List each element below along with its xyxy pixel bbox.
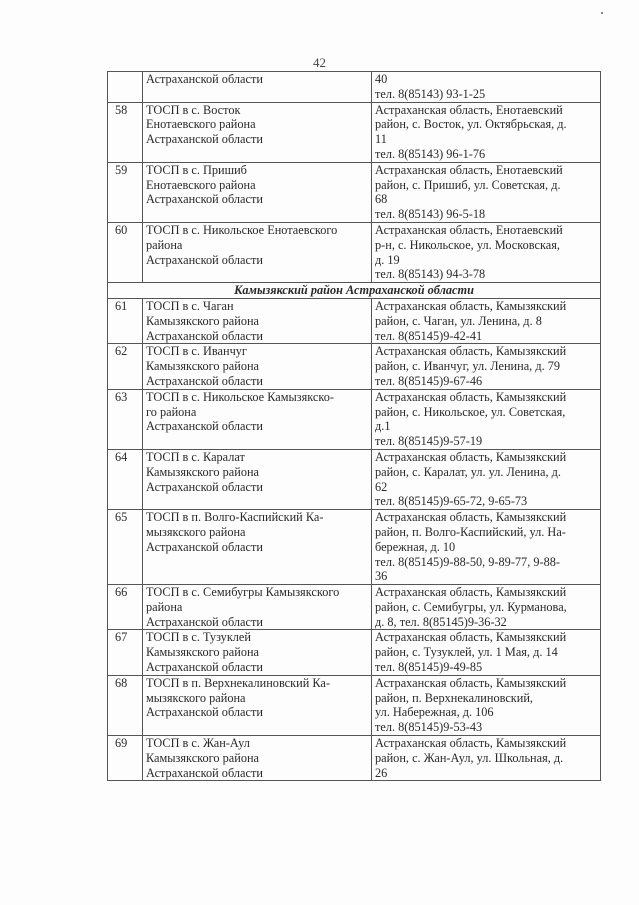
office-address-line: 40: [375, 72, 388, 86]
office-name: [143, 449, 372, 509]
office-address-line: д.1: [375, 419, 391, 434]
office-address: [372, 102, 601, 162]
table-row: [108, 389, 601, 449]
row-number: 60: [108, 222, 143, 282]
office-address: [372, 298, 601, 343]
table-row: [108, 102, 601, 162]
office-name: [143, 389, 372, 449]
row-number: 68: [108, 675, 143, 735]
office-address: [372, 736, 601, 781]
office-name-line: ТОСП в п. Волго-Каспийский Ка-: [146, 510, 324, 525]
office-name-line: ТОСП в п. Верхнекалиновский Ка-: [146, 675, 330, 690]
row-number: [108, 72, 143, 103]
office-name-line: Камызякского района: [146, 313, 260, 328]
row-number: 69: [108, 736, 143, 781]
office-address-line: Астраханская область, Енотаевский: [375, 102, 563, 117]
office-name: [143, 630, 372, 675]
office-address-line: Астраханская область, Енотаевский: [375, 162, 563, 177]
office-address-line: район, с. Восток, ул. Октябрьская, д.: [375, 117, 567, 132]
office-address-line: 26: [375, 765, 388, 780]
table-row: [108, 283, 601, 299]
office-name: [143, 162, 372, 222]
table-row: [108, 510, 601, 585]
office-address-line: тел. 8(85143) 96-5-18: [375, 207, 486, 222]
office-address-line: тел. 8(85145)9-49-85: [375, 660, 483, 675]
office-address-line: д. 8, тел. 8(85145)9-36-32: [375, 614, 507, 629]
office-address: [372, 675, 601, 735]
office-address-table: [107, 71, 601, 781]
office-address-line: район, с. Пришиб, ул. Советская, д.: [375, 177, 561, 192]
office-name-line: Астраханской области: [146, 252, 263, 267]
office-name-line: Астраханской области: [146, 373, 263, 388]
office-address-line: р-н, с. Никольское, ул. Московская,: [375, 237, 560, 252]
office-name-line: Камызякского района: [146, 645, 260, 660]
table-row: [108, 298, 601, 343]
row-number: 59: [108, 162, 143, 222]
office-name-line: Астраханской области: [146, 192, 263, 207]
row-number: 67: [108, 630, 143, 675]
office-address-line: 68: [375, 192, 388, 207]
office-name-line: го района: [146, 404, 197, 419]
office-address-line: район, с. Иванчуг, ул. Ленина, д. 79: [375, 359, 561, 374]
office-address-line: Астраханская область, Камызякский: [375, 675, 567, 690]
office-address-line: тел. 8(85145)9-57-19: [375, 434, 483, 449]
office-address-line: Астраханская область, Камызякский: [375, 298, 567, 313]
row-number: 66: [108, 585, 143, 630]
office-name-line: ТОСП в с. Пришиб: [146, 162, 247, 177]
office-address-line: тел. 8(85145)9-88-50, 9-89-77, 9-88-: [375, 554, 560, 569]
office-name-line: Камызякского района: [146, 359, 260, 374]
office-name: [143, 585, 372, 630]
office-address-line: район, п. Волго-Каспийский, ул. На-: [375, 524, 566, 539]
office-name-line: ТОСП в с. Иванчуг: [146, 344, 247, 359]
office-name-line: мызякского района: [146, 690, 246, 705]
office-name-line: Астраханской области: [146, 328, 263, 343]
office-name: [143, 222, 372, 282]
table-row: [108, 72, 601, 103]
office-name-line: мызякского района: [146, 524, 246, 539]
row-number: 65: [108, 510, 143, 585]
office-address-line: Астраханская область, Камызякский: [375, 449, 567, 464]
table-row: [108, 630, 601, 675]
office-name: [143, 736, 372, 781]
office-name: [143, 675, 372, 735]
office-name-line: Астраханской области: [146, 660, 263, 675]
office-name-line: ТОСП в с. Никольское Енотаевского: [146, 222, 338, 237]
table-row: [108, 344, 601, 389]
office-address-line: ул. Набережная, д. 106: [375, 705, 494, 720]
office-address-line: Астраханская область, Енотаевский: [375, 222, 563, 237]
office-address: [372, 630, 601, 675]
office-address-line: район, п. Верхнекалиновский,: [375, 690, 533, 705]
office-name-line: Астраханской области: [146, 479, 263, 494]
scan-speck: [601, 12, 603, 14]
office-address: [372, 449, 601, 509]
row-number: 62: [108, 344, 143, 389]
row-number: 64: [108, 449, 143, 509]
office-name-line: района: [146, 237, 183, 252]
office-address-line: тел. 8(85145)9-67-46: [375, 373, 483, 388]
office-name-line: ТОСП в с. Никольское Камызякско-: [146, 389, 334, 404]
office-address-line: Астраханская область, Камызякский: [375, 510, 567, 525]
office-name-line: Камызякского района: [146, 750, 260, 765]
office-name-line: района: [146, 599, 183, 614]
office-address-line: тел. 8(85143) 93-1-25: [375, 86, 486, 101]
office-name: [143, 72, 372, 103]
table-row: [108, 222, 601, 282]
office-address: [372, 389, 601, 449]
section-heading: Камызякский район Астраханской области: [108, 283, 601, 299]
office-address-line: район, с. Никольское, ул. Советская,: [375, 404, 566, 419]
row-number: 58: [108, 102, 143, 162]
office-name-line: Астраханской области: [146, 419, 263, 434]
office-address-line: район, с. Каралат, ул. ул. Ленина, д.: [375, 464, 561, 479]
office-address: [372, 72, 601, 103]
office-name-line: Астраханской области: [146, 705, 263, 720]
office-name: [143, 298, 372, 343]
table-body: [108, 72, 601, 781]
office-name-line: ТОСП в с. Жан-Аул: [146, 736, 250, 751]
table-row: [108, 675, 601, 735]
office-name-line: Астраханской области: [146, 132, 263, 147]
office-address: [372, 510, 601, 585]
row-number: 63: [108, 389, 143, 449]
office-name-line: Астраханской области: [146, 539, 263, 554]
office-name-line: ТОСП в с. Семибугры Камызякского: [146, 585, 340, 600]
table-row: [108, 449, 601, 509]
office-address-line: Астраханская область, Камызякский: [375, 585, 567, 600]
office-name-line: ТОСП в с. Чаган: [146, 298, 234, 313]
office-name-line: Астраханской области: [146, 765, 263, 780]
office-name-line: Астраханской области: [146, 72, 263, 86]
page-number: 42: [313, 55, 326, 70]
office-address-line: район, с. Жан-Аул, ул. Школьная, д.: [375, 750, 564, 765]
office-address-line: Астраханская область, Камызякский: [375, 736, 567, 751]
office-name-line: Енотаевского района: [146, 117, 256, 132]
office-name: [143, 344, 372, 389]
office-address-line: район, с. Чаган, ул. Ленина, д. 8: [375, 313, 542, 328]
office-address: [372, 162, 601, 222]
office-name-line: Енотаевского района: [146, 177, 256, 192]
table-row: [108, 585, 601, 630]
office-address-line: район, с. Тузуклей, ул. 1 Мая, д. 14: [375, 645, 558, 660]
office-name-line: Астраханской области: [146, 614, 263, 629]
office-address-line: район, с. Семибугры, ул. Курманова,: [375, 599, 567, 614]
office-address: [372, 344, 601, 389]
office-address-line: Астраханская область, Камызякский: [375, 389, 567, 404]
table-row: [108, 162, 601, 222]
office-name: [143, 102, 372, 162]
row-number: 61: [108, 298, 143, 343]
office-address-line: бережная, д. 10: [375, 539, 456, 554]
office-name-line: ТОСП в с. Восток: [146, 102, 241, 117]
office-name-line: Камызякского района: [146, 464, 260, 479]
office-address-line: тел. 8(85145)9-53-43: [375, 720, 483, 735]
office-address-line: Астраханская область, Камызякский: [375, 344, 567, 359]
office-address-line: Астраханская область, Камызякский: [375, 630, 567, 645]
office-name: [143, 510, 372, 585]
table-row: [108, 736, 601, 781]
office-address: [372, 585, 601, 630]
office-address-line: тел. 8(85145)9-42-41: [375, 328, 483, 343]
office-address-line: 36: [375, 569, 388, 584]
office-address-line: д. 19: [375, 252, 400, 267]
office-address: [372, 222, 601, 282]
office-address-line: 62: [375, 479, 388, 494]
office-address-line: тел. 8(85143) 94-3-78: [375, 267, 486, 282]
office-address-line: тел. 8(85143) 96-1-76: [375, 146, 486, 161]
office-address-line: 11: [375, 132, 387, 147]
office-address-line: тел. 8(85145)9-65-72, 9-65-73: [375, 494, 528, 509]
office-name-line: ТОСП в с. Тузуклей: [146, 630, 251, 645]
office-name-line: ТОСП в с. Каралат: [146, 449, 245, 464]
